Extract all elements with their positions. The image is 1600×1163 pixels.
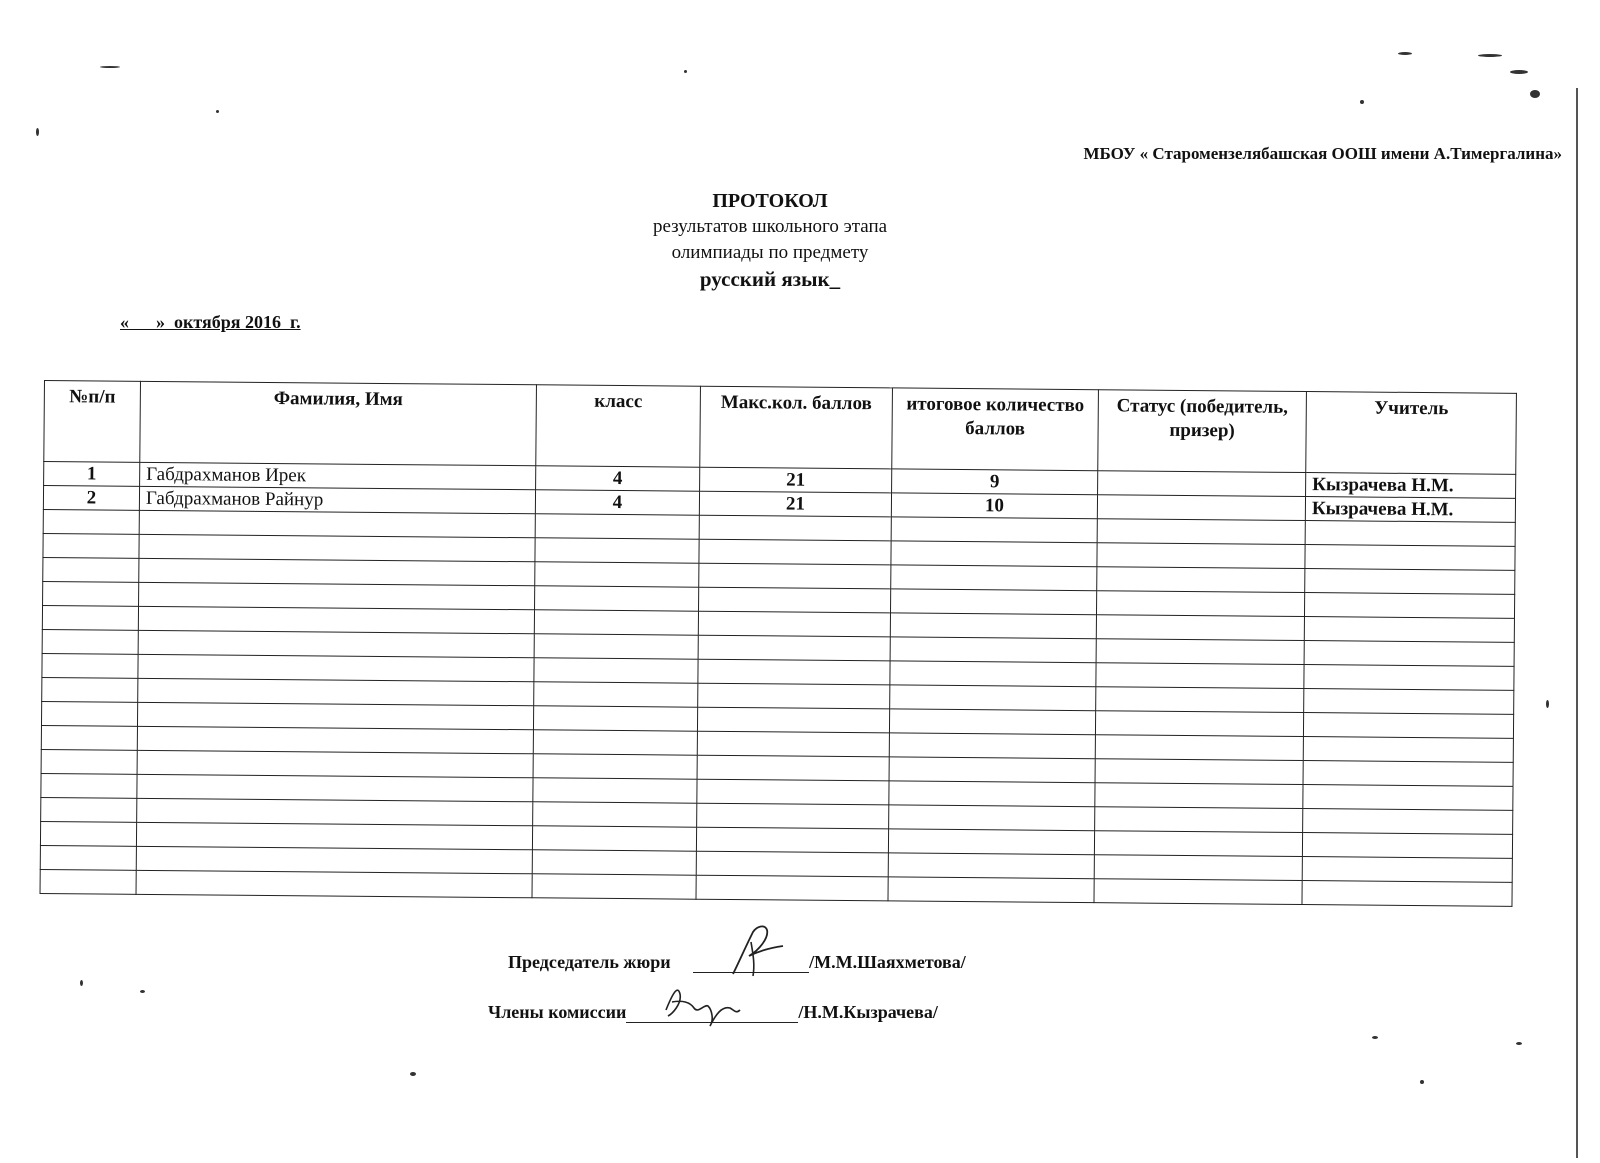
cell-name: Габдрахманов Ирек (140, 462, 536, 489)
empty-cell (888, 853, 1094, 879)
empty-cell (696, 851, 888, 877)
scan-speck (1398, 52, 1412, 55)
empty-cell (137, 798, 533, 825)
members-signature-field (626, 1002, 798, 1023)
empty-cell (889, 781, 1095, 807)
empty-cell (40, 821, 136, 846)
col-header-teacher: Учитель (1306, 392, 1517, 475)
empty-cell (1094, 879, 1302, 905)
empty-cell (137, 726, 533, 753)
results-table-wrap (40, 380, 1516, 907)
empty-cell (698, 635, 890, 661)
empty-cell (533, 706, 697, 731)
empty-cell (699, 563, 891, 589)
empty-cell (890, 685, 1096, 711)
empty-cell (534, 634, 698, 659)
results-table (40, 380, 1517, 907)
results-table-body (40, 462, 1516, 907)
empty-cell (41, 701, 137, 726)
empty-cell (139, 582, 535, 609)
cell-name: Габдрахманов Райнур (139, 486, 535, 513)
scan-speck (1420, 1080, 1424, 1084)
chairman-label: Председатель жюри (508, 952, 671, 972)
empty-cell (1096, 615, 1304, 641)
cell-total: 9 (892, 469, 1098, 495)
cell-teacher: Кызрачева Н.М. (1306, 473, 1516, 499)
cell-total: 10 (891, 493, 1097, 519)
empty-cell (1095, 735, 1303, 761)
scan-speck (1360, 100, 1364, 104)
empty-cell (1096, 687, 1304, 713)
empty-cell (532, 850, 696, 875)
empty-cell (699, 515, 891, 541)
empty-cell (41, 725, 137, 750)
scan-speck (684, 70, 687, 73)
empty-cell (137, 750, 533, 777)
empty-cell (533, 730, 697, 755)
school-name: МБОУ « Старомензелябашская ООШ имени А.Тимергалина» (1083, 144, 1562, 163)
empty-cell (42, 653, 138, 678)
empty-cell (137, 774, 533, 801)
empty-cell (889, 709, 1095, 735)
scan-speck (410, 1072, 416, 1076)
empty-cell (41, 773, 137, 798)
empty-cell (1094, 831, 1302, 857)
empty-cell (1096, 663, 1304, 689)
empty-cell (697, 707, 889, 733)
empty-cell (535, 562, 699, 587)
empty-cell (1302, 833, 1512, 859)
chairman-signature-scribble (723, 922, 793, 978)
empty-cell (41, 797, 137, 822)
empty-cell (889, 733, 1095, 759)
empty-cell (891, 517, 1097, 543)
subject-name: русский язык_ (699, 267, 841, 291)
empty-cell (42, 677, 138, 702)
empty-cell (138, 606, 534, 633)
scan-speck (1510, 70, 1528, 74)
empty-cell (696, 875, 888, 901)
empty-cell (138, 654, 534, 681)
empty-cell (888, 829, 1094, 855)
empty-cell (889, 757, 1095, 783)
cell-num: 2 (43, 486, 139, 511)
empty-cell (1096, 591, 1304, 617)
empty-cell (890, 661, 1096, 687)
members-name: /Н.М.Кызрачева/ (798, 1002, 938, 1022)
empty-cell (1304, 617, 1514, 643)
scan-speck (216, 110, 219, 113)
empty-cell (1305, 569, 1515, 595)
cell-status (1098, 471, 1306, 497)
empty-cell (1097, 567, 1305, 593)
cell-class: 4 (535, 490, 699, 515)
empty-cell (533, 802, 697, 827)
empty-cell (43, 533, 139, 558)
empty-cell (1097, 519, 1305, 545)
empty-cell (1304, 641, 1514, 667)
empty-cell (43, 557, 139, 582)
empty-cell (891, 541, 1097, 567)
cell-class: 4 (536, 466, 700, 491)
col-header-num: №п/п (44, 381, 141, 463)
scan-speck (80, 980, 83, 986)
empty-cell (1305, 545, 1515, 571)
empty-cell (1304, 665, 1514, 691)
empty-cell (534, 682, 698, 707)
scan-speck (1372, 1036, 1378, 1039)
chairman-signature-line (508, 952, 966, 973)
empty-cell (1096, 639, 1304, 665)
empty-cell (1095, 711, 1303, 737)
empty-cell (697, 731, 889, 757)
empty-cell (1303, 761, 1513, 787)
empty-cell (532, 826, 696, 851)
members-signature-line (488, 1002, 938, 1023)
col-header-name: Фамилия, Имя (140, 381, 537, 465)
empty-cell (888, 877, 1094, 903)
empty-cell (696, 827, 888, 853)
scan-speck (1516, 1042, 1522, 1045)
chairman-signature-field (693, 952, 809, 973)
cell-status (1097, 495, 1305, 521)
empty-cell (535, 586, 699, 611)
empty-cell (534, 658, 698, 683)
scan-speck (36, 128, 39, 136)
table-header-row (44, 381, 1517, 475)
empty-cell (1302, 856, 1512, 882)
empty-cell (1094, 855, 1302, 881)
empty-cell (533, 754, 697, 779)
empty-cell (889, 805, 1095, 831)
empty-cell (42, 605, 138, 630)
empty-cell (43, 509, 139, 534)
empty-cell (699, 539, 891, 565)
empty-cell (1095, 759, 1303, 785)
empty-cell (139, 558, 535, 585)
empty-cell (136, 846, 532, 873)
empty-cell (890, 637, 1096, 663)
empty-cell (42, 629, 138, 654)
members-label: Члены комиссии (488, 1002, 627, 1022)
empty-cell (139, 510, 535, 537)
empty-cell (43, 581, 139, 606)
empty-cell (1303, 785, 1513, 811)
col-header-total: итоговое количество баллов (892, 388, 1099, 471)
empty-cell (890, 589, 1096, 615)
empty-cell (534, 610, 698, 635)
empty-cell (891, 565, 1097, 591)
document-title: ПРОТОКОЛ (712, 190, 828, 212)
empty-cell (137, 702, 533, 729)
empty-cell (1303, 809, 1513, 835)
empty-cell (40, 869, 136, 894)
title-line-2: олимпиады по предмету (671, 242, 869, 263)
cell-max: 21 (700, 467, 892, 493)
empty-cell (139, 534, 535, 561)
empty-cell (136, 822, 532, 849)
empty-cell (1304, 593, 1514, 619)
empty-cell (1097, 543, 1305, 569)
cell-teacher: Кызрачева Н.М. (1305, 497, 1515, 523)
scan-speck (1478, 54, 1502, 57)
empty-cell (890, 613, 1096, 639)
empty-cell (532, 874, 696, 899)
chairman-name: /М.М.Шаяхметова/ (809, 952, 966, 972)
scan-page-edge (1576, 88, 1578, 1158)
document-date: « » октября 2016 г. (120, 312, 301, 332)
title-block (560, 188, 980, 292)
empty-cell (1095, 783, 1303, 809)
scan-speck (100, 66, 120, 68)
empty-cell (697, 803, 889, 829)
scan-speck (1530, 90, 1540, 98)
empty-cell (138, 630, 534, 657)
empty-cell (533, 778, 697, 803)
scan-speck (140, 990, 145, 993)
empty-cell (40, 845, 136, 870)
scan-speck (1546, 700, 1549, 708)
empty-cell (697, 755, 889, 781)
empty-cell (1303, 713, 1513, 739)
col-header-class: класс (536, 385, 701, 467)
empty-cell (698, 659, 890, 685)
empty-cell (1095, 807, 1303, 833)
empty-cell (697, 779, 889, 805)
empty-cell (138, 678, 534, 705)
empty-cell (535, 514, 699, 539)
empty-cell (1302, 880, 1512, 906)
empty-cell (698, 683, 890, 709)
empty-cell (1305, 521, 1515, 547)
empty-cell (699, 587, 891, 613)
cell-num: 1 (44, 462, 140, 487)
empty-cell (1304, 689, 1514, 715)
empty-cell (1303, 737, 1513, 763)
empty-cell (136, 870, 532, 897)
col-header-status: Статус (победитель, призер) (1098, 390, 1307, 473)
col-header-max: Макс.кол. баллов (700, 386, 893, 469)
cell-max: 21 (699, 491, 891, 517)
empty-cell (41, 749, 137, 774)
empty-cell (698, 611, 890, 637)
title-line-1: результатов школьного этапа (652, 216, 888, 237)
empty-cell (535, 538, 699, 563)
members-signature-scribble (660, 980, 750, 1030)
